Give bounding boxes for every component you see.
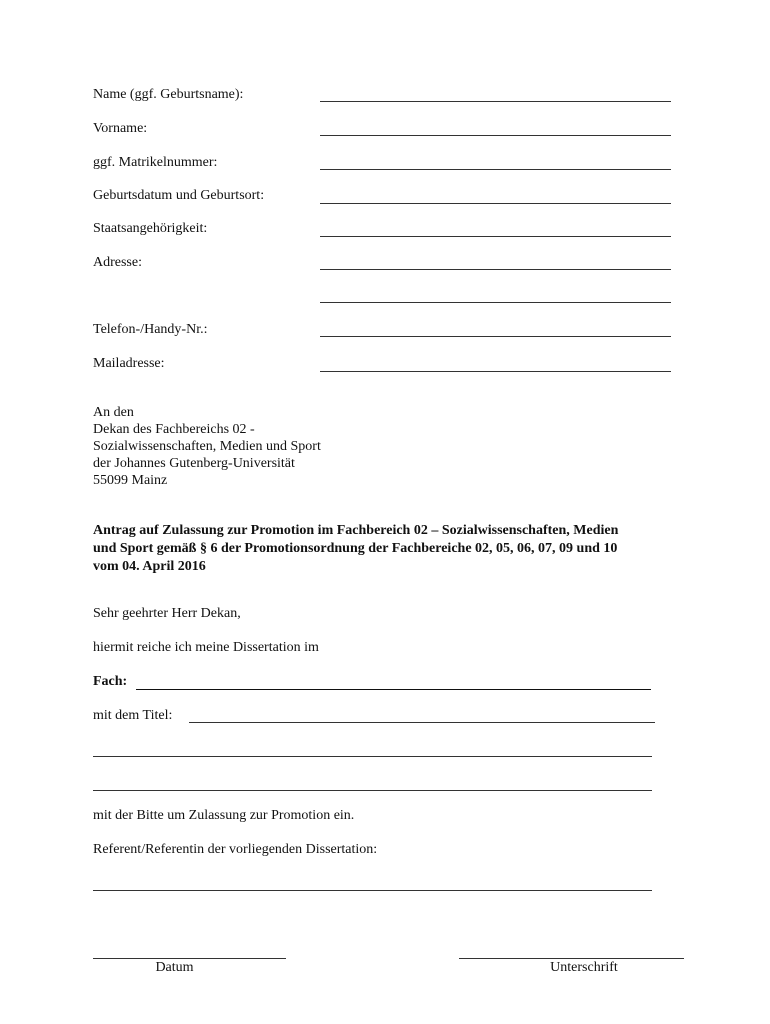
adresse-field-line-2[interactable] (320, 302, 671, 303)
titel-label: mit dem Titel: (93, 708, 173, 723)
titel-field-line-2[interactable] (93, 756, 652, 757)
name-label: Name (ggf. Geburtsname): (93, 87, 244, 102)
adresse-label: Adresse: (93, 255, 142, 270)
subject-line-2: und Sport gemäß § 6 der Promotionsordnung der Fachbereiche 02, 05, 06, 07, 09 und 10 (93, 541, 618, 556)
request-text: mit der Bitte um Zulassung zur Promotion ein. (93, 808, 355, 823)
intro-text: hiermit reiche ich meine Dissertation im (93, 640, 319, 655)
fach-field[interactable] (136, 689, 651, 690)
subject-line-1: Antrag auf Zulassung zur Promotion im Fachbereich 02 – Sozialwissenschaften, Medien (93, 523, 619, 538)
telefon-label: Telefon-/Handy-Nr.: (93, 322, 208, 337)
date-field[interactable] (93, 958, 286, 959)
date-label: Datum (155, 960, 194, 975)
adresse-field-line-1[interactable] (320, 269, 671, 270)
referent-field[interactable] (93, 890, 652, 891)
signature-field[interactable] (459, 958, 684, 959)
staatsangehoerigkeit-field[interactable] (320, 236, 671, 237)
mailadresse-label: Mailadresse: (93, 356, 165, 371)
geburtsdatum-label: Geburtsdatum und Geburtsort: (93, 188, 265, 203)
signature-label: Unterschrift (550, 960, 618, 975)
subject-heading (93, 522, 618, 576)
staatsangehoerigkeit-label: Staatsangehörigkeit: (93, 221, 208, 236)
geburtsdatum-field[interactable] (320, 203, 671, 204)
titel-field-line-1[interactable] (189, 722, 655, 723)
vorname-field[interactable] (320, 135, 671, 136)
recipient-line-2: Dekan des Fachbereichs 02 - (93, 422, 255, 437)
recipient-line-3: Sozialwissenschaften, Medien und Sport (93, 439, 321, 454)
subject-line-3: vom 04. April 2016 (93, 559, 206, 574)
referent-label: Referent/Referentin der vorliegenden Dissertation: (93, 842, 378, 857)
name-field[interactable] (320, 101, 671, 102)
recipient-line-1: An den (93, 405, 134, 420)
matrikelnummer-label: ggf. Matrikelnummer: (93, 155, 218, 170)
recipient-line-5: 55099 Mainz (93, 473, 168, 488)
telefon-field[interactable] (320, 336, 671, 337)
fach-label: Fach: (93, 674, 128, 689)
salutation: Sehr geehrter Herr Dekan, (93, 606, 241, 621)
vorname-label: Vorname: (93, 121, 148, 136)
recipient-address (93, 404, 321, 489)
mailadresse-field[interactable] (320, 371, 671, 372)
titel-field-line-3[interactable] (93, 790, 652, 791)
matrikelnummer-field[interactable] (320, 169, 671, 170)
recipient-line-4: der Johannes Gutenberg-Universität (93, 456, 295, 471)
